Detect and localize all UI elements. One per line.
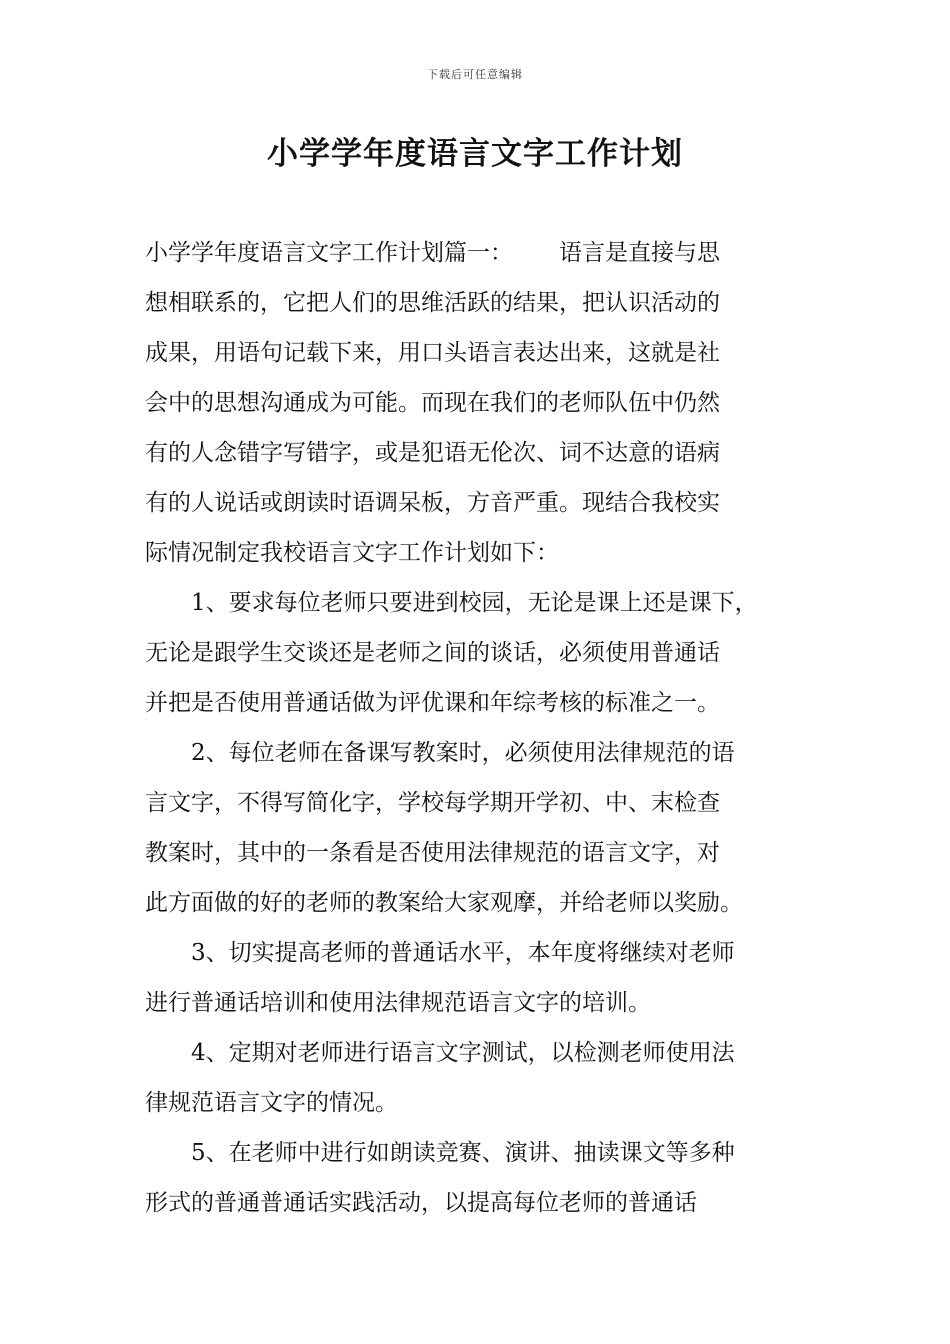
intro-line: 会中的思想沟通成为可能。而现在我们的老师队伍中仍然: [145, 390, 720, 416]
item-2-line: 言文字，不得写简化字，学校每学期开学初、中、末检查: [145, 790, 720, 816]
intro-line: 有的人说话或朗读时语调呆板，方音严重。现结合我校实: [145, 490, 720, 516]
item-4-line: 4、定期对老师进行语言文字测试，以检测老师使用法: [191, 1040, 735, 1066]
intro-first-tail: 语言是直接与思: [559, 240, 720, 266]
intro-line: 有的人念错字写错字，或是犯语无伦次、词不达意的语病: [145, 440, 720, 466]
item-4-line: 律规范语言文字的情况。: [145, 1090, 398, 1116]
document-body: [145, 228, 805, 1228]
intro-line: 成果，用语句记载下来，用口头语言表达出来，这就是社: [145, 340, 720, 366]
item-5-line: 形式的普通普通话实践活动，以提高每位老师的普通话: [145, 1190, 697, 1216]
intro-line: 际情况制定我校语言文字工作计划如下：: [145, 540, 559, 566]
item-2-line: 2、每位老师在备课写教案时，必须使用法律规范的语: [191, 740, 735, 766]
item-3-line: 3、切实提高老师的普通话水平，本年度将继续对老师: [191, 940, 735, 966]
item-5-line: 5、在老师中进行如朗读竞赛、演讲、抽读课文等多种: [191, 1140, 735, 1166]
intro-first-line: [145, 228, 805, 278]
item-1-line: 并把是否使用普通话做为评优课和年综考核的标准之一。: [145, 690, 720, 716]
item-1-line: 1、要求每位老师只要进到校园，无论是课上还是课下，: [191, 590, 758, 616]
item-2-line: 此方面做的好的老师的教案给大家观摩，并给老师以奖励。: [145, 890, 743, 916]
intro-line: 想相联系的，它把人们的思维活跃的结果，把认识活动的: [145, 290, 720, 316]
intro-lead: 小学学年度语言文字工作计划篇一：: [145, 240, 513, 266]
item-3-line: 进行普通话培训和使用法律规范语言文字的培训。: [145, 990, 651, 1016]
item-2-line: 教案时，其中的一条看是否使用法律规范的语言文字，对: [145, 840, 720, 866]
item-1-line: 无论是跟学生交谈还是老师之间的谈话，必须使用普通话: [145, 640, 720, 666]
header-note: 下载后可任意编辑: [427, 68, 523, 81]
document-title: 小学学年度语言文字工作计划: [267, 136, 683, 172]
